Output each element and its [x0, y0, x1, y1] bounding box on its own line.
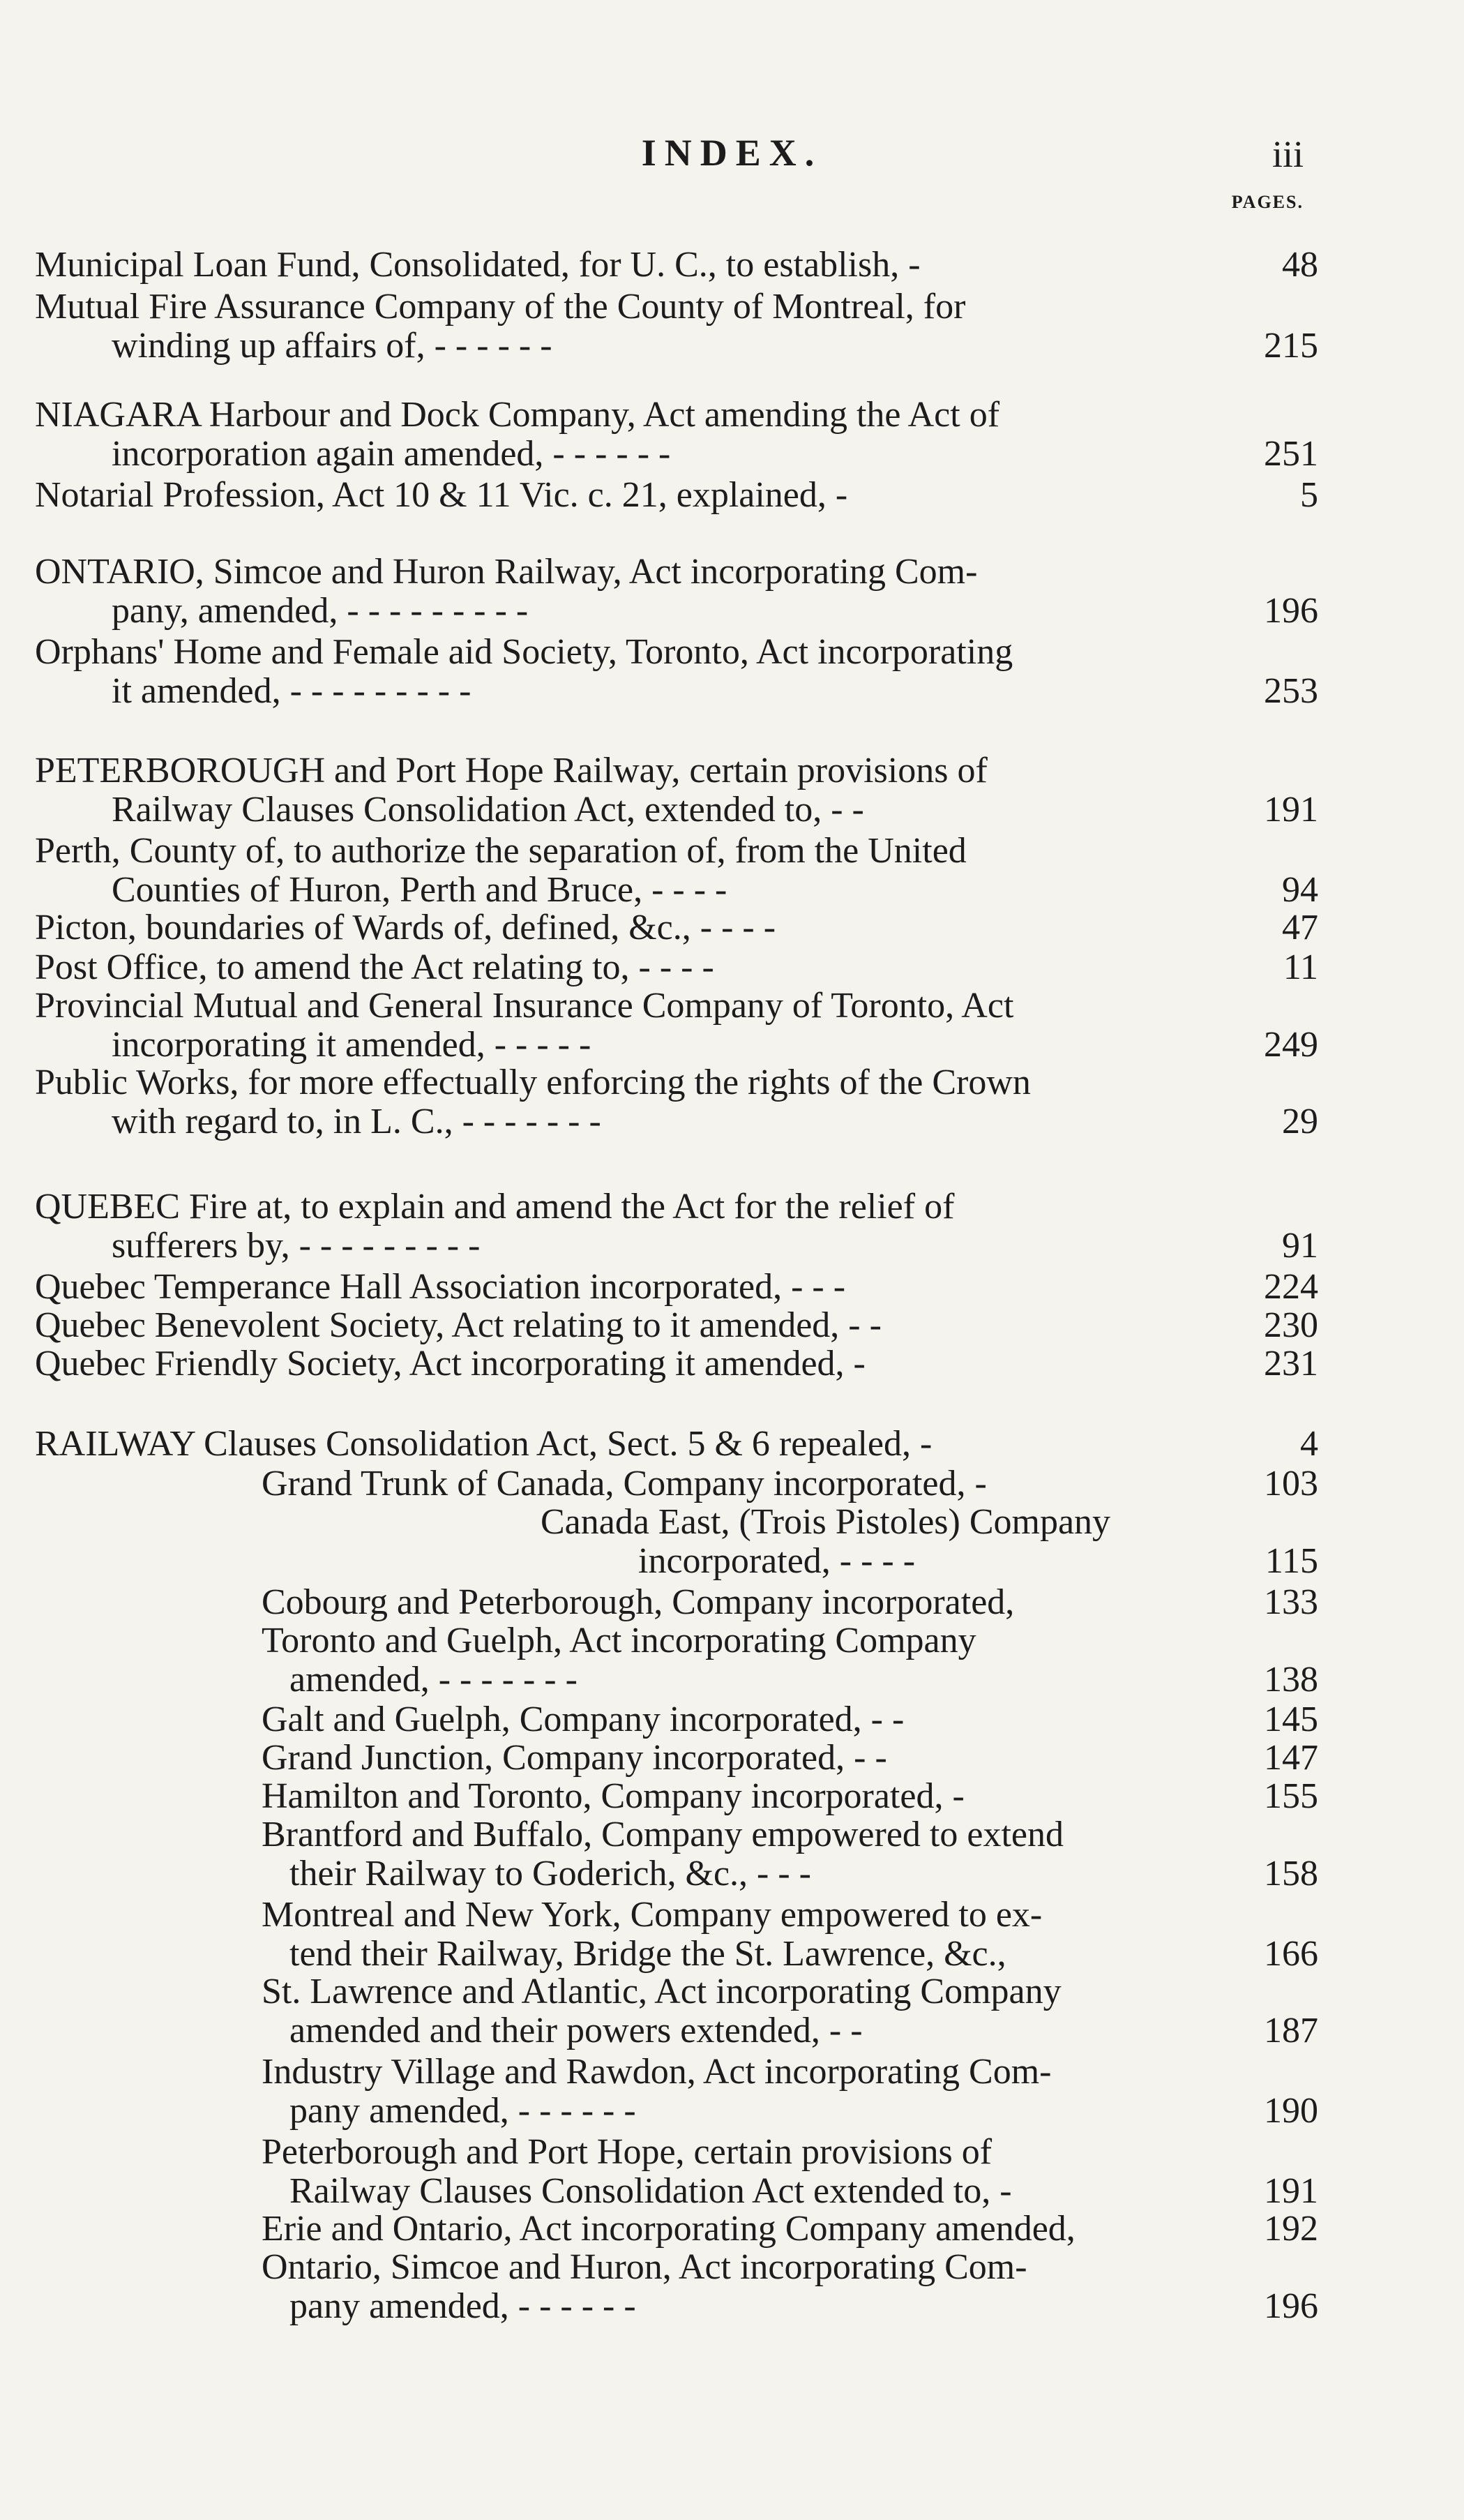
index-entry-text: Post Office, to amend the Act relating to, - - - - [35, 947, 714, 987]
index-entry-text: Cobourg and Peterborough, Company incorporated, [262, 1582, 1015, 1622]
index-entry-text: Hamilton and Toronto, Company incorporated, - [262, 1776, 965, 1816]
index-entry-page: 47 [1282, 908, 1318, 947]
index-entry-continuation: amended and their powers extended, - - [289, 2011, 863, 2050]
index-entry-page: 224 [1264, 1267, 1318, 1307]
index-entry-continuation: it amended, - - - - - - - - - [112, 671, 471, 711]
index-entry-page: 11 [1283, 947, 1318, 987]
index-entry-text: St. Lawrence and Atlantic, Act incorporating Company [262, 1972, 1062, 2011]
index-entry-continuation: sufferers by, - - - - - - - - - [112, 1226, 481, 1266]
index-entry-text: Toronto and Guelph, Act incorporating Company [262, 1621, 976, 1660]
index-entry-text: Canada East, (Trois Pistoles) Company [541, 1502, 1111, 1542]
index-entry-page: 251 [1264, 434, 1318, 474]
index-entry-page: 215 [1264, 326, 1318, 366]
index-entry-page: 155 [1264, 1776, 1318, 1816]
index-entry-text: Grand Junction, Company incorporated, - - [262, 1738, 887, 1778]
index-entry-text: Galt and Guelph, Company incorporated, - - [262, 1700, 905, 1739]
index-entry-continuation: incorporation again amended, - - - - - - [112, 434, 671, 474]
index-entry-text: Municipal Loan Fund, Consolidated, for U. C., to establish, - [35, 245, 921, 285]
index-entry-continuation: pany amended, - - - - - - [289, 2286, 636, 2326]
index-entry-page: 133 [1264, 1582, 1318, 1622]
index-entry-text: Peterborough and Port Hope, certain provisions of [262, 2132, 993, 2172]
index-entry-text: Industry Village and Rawdon, Act incorporating Com- [262, 2052, 1052, 2092]
index-entry-page: 91 [1282, 1226, 1318, 1266]
index-entry-text: Erie and Ontario, Act incorporating Company amended, [262, 2209, 1076, 2249]
index-entry-continuation: tend their Railway, Bridge the St. Lawrence, &c., [289, 1934, 1006, 1974]
index-entry-continuation: incorporating it amended, - - - - - [112, 1025, 591, 1065]
index-entry-continuation: Railway Clauses Consolidation Act extended to, - [289, 2171, 1012, 2211]
index-entry-page: 191 [1264, 2171, 1318, 2211]
index-entry-text: Notarial Profession, Act 10 & 11 Vic. c. 21, explained, - [35, 475, 848, 515]
index-entry-page: 191 [1264, 790, 1318, 830]
index-entry-page: 230 [1264, 1305, 1318, 1345]
index-entry-continuation: incorporated, - - - - [638, 1541, 916, 1581]
index-entry-text: Quebec Temperance Hall Association incorporated, - - - [35, 1267, 846, 1307]
index-entry-text: Ontario, Simcoe and Huron, Act incorporating Com- [262, 2247, 1027, 2287]
index-entry-page: 187 [1264, 2011, 1318, 2050]
index-entry-text: NIAGARA Harbour and Dock Company, Act amending the Act of [35, 395, 1000, 435]
index-entry-text: Quebec Benevolent Society, Act relating to it amended, - - [35, 1305, 882, 1345]
index-entry-continuation: with regard to, in L. C., - - - - - - - [112, 1102, 601, 1141]
index-entry-page: 145 [1264, 1700, 1318, 1739]
index-entry-page: 196 [1264, 591, 1318, 631]
pages-column-label: PAGES. [1231, 192, 1304, 212]
index-entry-page: 196 [1264, 2286, 1318, 2326]
index-entry-page: 103 [1264, 1464, 1318, 1503]
index-entry-text: RAILWAY Clauses Consolidation Act, Sect. 5 & 6 repealed, - [35, 1424, 933, 1464]
index-entry-page: 158 [1264, 1854, 1318, 1893]
index-entry-continuation: Counties of Huron, Perth and Bruce, - - - - [112, 870, 727, 910]
index-entry-page: 29 [1282, 1102, 1318, 1141]
index-entry-page: 253 [1264, 671, 1318, 711]
index-entry-page: 115 [1265, 1541, 1318, 1581]
index-entry-page: 147 [1264, 1738, 1318, 1778]
index-entry-page: 231 [1264, 1344, 1318, 1383]
index-entry-page: 138 [1264, 1660, 1318, 1700]
index-entry-text: Quebec Friendly Society, Act incorporating it amended, - [35, 1344, 866, 1383]
index-entry-page: 192 [1264, 2209, 1318, 2249]
index-entry-text: PETERBOROUGH and Port Hope Railway, certain provisions of [35, 751, 988, 790]
index-entry-page: 48 [1282, 245, 1318, 285]
index-entry-continuation: pany, amended, - - - - - - - - - [112, 591, 529, 631]
page-number: iii [1271, 133, 1304, 175]
index-entry-page: 166 [1264, 1934, 1318, 1974]
index-entry-text: Mutual Fire Assurance Company of the County of Montreal, for [35, 287, 966, 327]
index-entry-continuation: pany amended, - - - - - - [289, 2091, 636, 2131]
index-entry-text: Orphans' Home and Female aid Society, Toronto, Act incorporating [35, 632, 1013, 672]
index-entry-page: 94 [1282, 870, 1318, 910]
index-entry-page: 4 [1300, 1424, 1318, 1464]
index-entry-text: Public Works, for more effectually enforcing the rights of the Crown [35, 1063, 1031, 1102]
index-entry-continuation: winding up affairs of, - - - - - - [112, 326, 552, 366]
index-entry-continuation: amended, - - - - - - - [289, 1660, 578, 1700]
index-entry-text: QUEBEC Fire at, to explain and amend the Act for the relief of [35, 1187, 955, 1227]
index-entry-continuation: Railway Clauses Consolidation Act, extended to, - - [112, 790, 864, 830]
index-entry-text: Grand Trunk of Canada, Company incorporated, - [262, 1464, 987, 1503]
index-entry-page: 249 [1264, 1025, 1318, 1065]
index-entry-page: 5 [1300, 475, 1318, 515]
index-entry-text: Brantford and Buffalo, Company empowered to extend [262, 1815, 1064, 1854]
index-entry-text: Perth, County of, to authorize the separation of, from the United [35, 831, 967, 871]
index-entry-page: 190 [1264, 2091, 1318, 2131]
index-entry-text: ONTARIO, Simcoe and Huron Railway, Act incorporating Com- [35, 552, 978, 592]
index-entry-text: Picton, boundaries of Wards of, defined, &c., - - - - [35, 908, 776, 947]
index-entry-continuation: their Railway to Goderich, &c., - - - [289, 1854, 811, 1893]
page-title: INDEX. [641, 132, 823, 174]
index-entry-text: Montreal and New York, Company empowered to ex- [262, 1895, 1043, 1935]
index-entry-text: Provincial Mutual and General Insurance Company of Toronto, Act [35, 986, 1014, 1026]
